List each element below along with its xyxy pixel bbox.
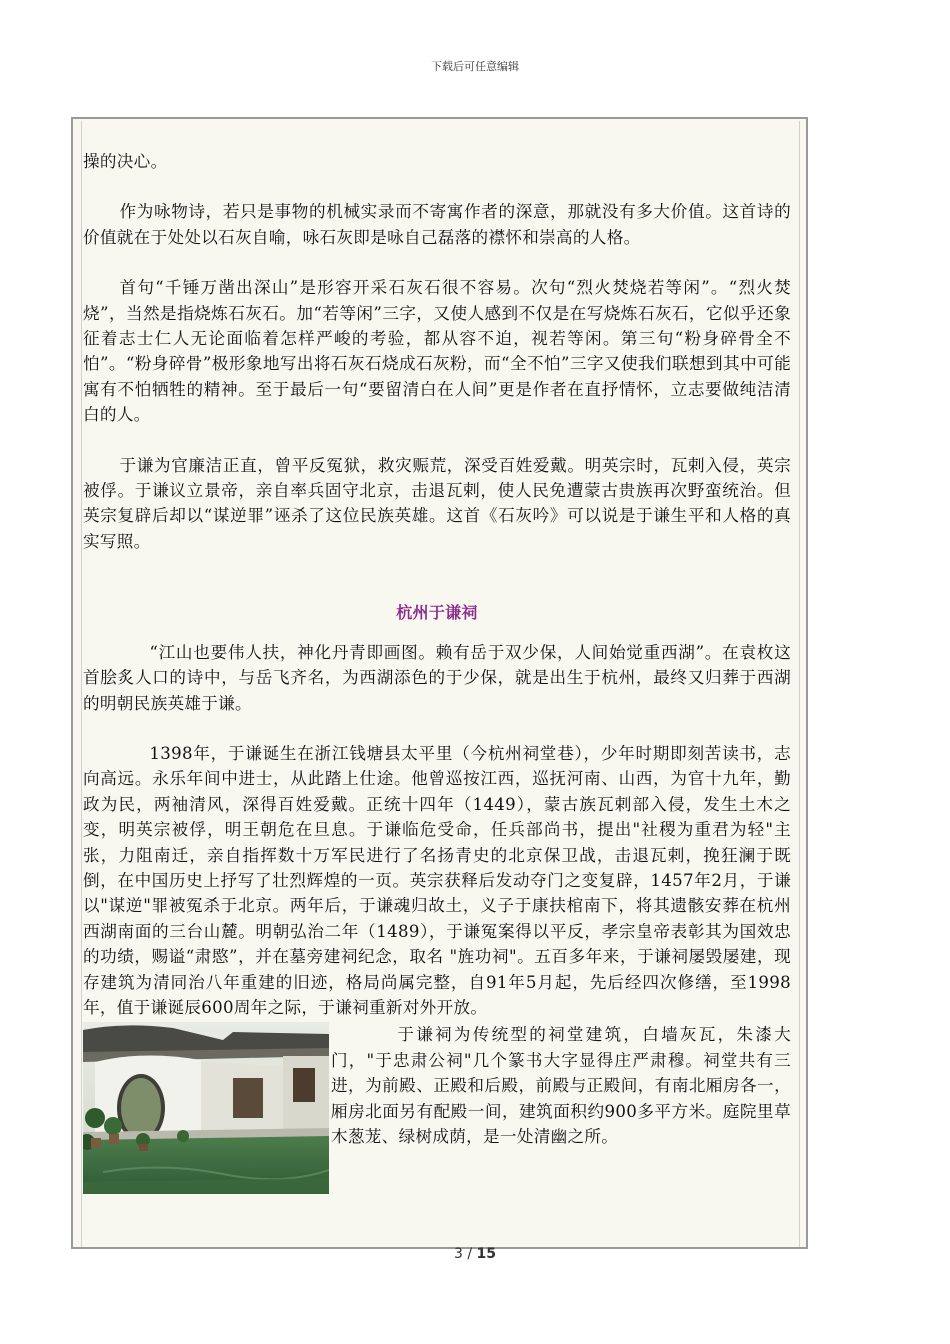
paragraph: 于谦为官廉洁正直，曾平反冤狱，救灾赈荒，深受百姓爱戴。明英宗时，瓦剌入侵，英宗被俘。于谦议立景帝，亲自率兵固守北京，击退瓦剌，使人民免遭蒙古贵族再次野蛮统治。但英宗复辟后却以“谋逆罪”诬杀了这位民族英雄。这首《石灰吟》可以说是于谦生平和人格的真实写照。 bbox=[83, 455, 791, 551]
paragraph-continuation: 操的决心。 bbox=[83, 152, 168, 171]
photo-paragraph bbox=[331, 1022, 791, 1149]
page-number bbox=[0, 1246, 950, 1262]
paragraph: 于谦祠为传统型的祠堂建筑，白墙灰瓦，朱漆大门，"于忠肃公祠"几个篆书大字显得庄严肃穆。祠堂共有三进，为前殿、正殿和后殿，前殿与正殿间，有南北厢房各一，厢房北面另有配殿一间，建筑面积约900多平方米。庭院里草木葱茏、绿树成荫，是一处清幽之所。 bbox=[331, 1025, 791, 1146]
page-current: 3 bbox=[453, 1246, 463, 1262]
content-frame bbox=[71, 117, 808, 1249]
article-body bbox=[83, 149, 791, 1198]
paragraph: 1398年，于谦诞生在浙江钱塘县太平里（今杭州祠堂巷），少年时期即刻苦读书，志向高远。永乐年间中进士，从此踏上仕途。他曾巡按江西，巡抚河南、山西，为官十九年，勤政为民，两袖清风，深得百姓爱戴。正统十四年（1449），蒙古族瓦剌部入侵，发生土木之变，明英宗被俘，明王朝危在旦息。于谦临危受命，任兵部尚书，提出"社稷为重君为轻"主张，力阻南迁，亲自指挥数十万军民进行了名扬青史的北京保卫战，击退瓦剌，挽狂澜于既倒，在中国历史上抒写了壮烈辉煌的一页。英宗获释后发动夺门之变复辟，1457年2月，于谦以"谋逆"罪被冤杀于北京。两年后，于谦魂归故土，义子于康扶棺南下，将其遗骸安葬在杭州西湖南面的三台山麓。明朝弘治二年（1489），于谦冤案得以平反，孝宗皇帝表彰其为国效忠的功绩，赐谥“肃愍”，并在墓旁建祠纪念，取名 "旌功祠"。五百多年来，于谦祠屡毁屡建，现存建筑为清同治八年重建的旧迹，格局尚属完整，自91年5月起，先后经四次修缮，至1998年，值于谦诞辰600周年之际，于谦祠重新对外开放。 bbox=[83, 743, 792, 1017]
paragraph: 作为咏物诗，若只是事物的机械实录而不寄寓作者的深意，那就没有多大价值。这首诗的价值就在于处处以石灰自喻，咏石灰即是咏自己磊落的襟怀和崇高的人格。 bbox=[83, 202, 791, 247]
page-header: 下载后可任意编辑 bbox=[431, 60, 519, 73]
page-total: 15 bbox=[476, 1246, 497, 1262]
page-separator: / bbox=[462, 1246, 477, 1262]
section-title: 杭州于谦祠 bbox=[396, 603, 478, 623]
paragraph: “江山也要伟人扶，神化丹青即画图。赖有岳于双少保，人间始觉重西湖”。在袁枚这首脍炙人口的诗中，与岳飞齐名，为西湖添色的于少保，就是出生于杭州，最终又归葬于西湖的明朝民族英雄于谦。 bbox=[83, 642, 791, 713]
temple-courtyard-photo bbox=[83, 1022, 329, 1194]
photo-section bbox=[83, 1022, 791, 1198]
paragraph: 首句“千锤万凿出深山”是形容开采石灰石很不容易。次句“烈火焚烧若等闲”。“烈火焚烧”，当然是指烧炼石灰石。加“若等闲”三字，又使人感到不仅是在写烧炼石灰石，它似乎还象征着志士仁人无论面临着怎样严峻的考验，都从容不迫，视若等闲。第三句“粉身碎骨全不怕”。“粉身碎骨”极形象地写出将石灰石烧成石灰粉，而“全不怕”三字又使我们联想到其中可能寓有不怕牺牲的精神。至于最后一句“要留清白在人间”更是作者在直抒情怀，立志要做纯洁清白的人。 bbox=[83, 278, 791, 425]
